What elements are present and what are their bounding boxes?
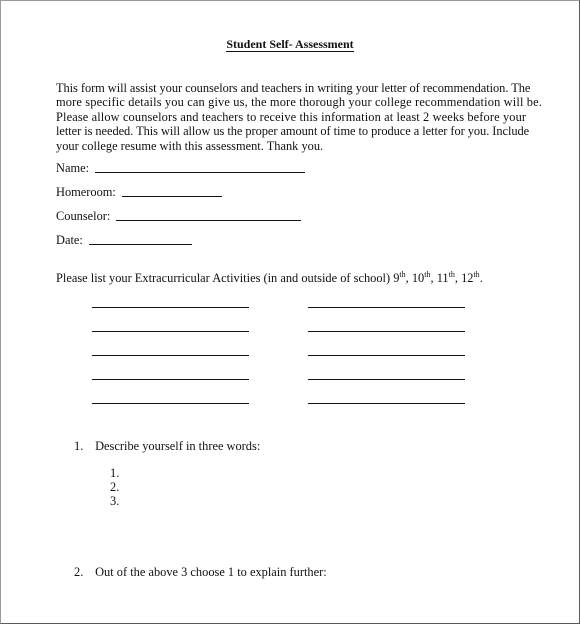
homeroom-label: Homeroom: <box>56 185 116 199</box>
name-blank[interactable] <box>95 171 305 173</box>
question-text: Out of the above 3 choose 1 to explain further: <box>95 565 327 579</box>
grade-10: 10 <box>411 271 425 286</box>
question-1 <box>74 439 260 454</box>
counselor-label: Counselor: <box>56 209 111 223</box>
grade-9: 9 <box>393 271 400 286</box>
grade-11-suffix: th <box>448 270 455 279</box>
date-field[interactable] <box>56 233 192 248</box>
grade-11: 11 <box>436 271 449 286</box>
question-text: Describe yourself in three words: <box>95 439 261 453</box>
intro-paragraph <box>56 81 543 153</box>
homeroom-field[interactable] <box>56 185 222 200</box>
grade-12: 12 <box>461 271 474 286</box>
activity-blank-left[interactable] <box>92 331 249 332</box>
date-blank[interactable] <box>89 243 192 245</box>
date-label: Date: <box>56 233 83 247</box>
counselor-field[interactable] <box>56 209 301 224</box>
grade-9-suffix: th <box>399 270 406 279</box>
intro-line: your college resume with this assessment. Thank you. <box>56 138 324 153</box>
activity-blank-right[interactable] <box>308 379 465 380</box>
activity-blank-left[interactable] <box>92 355 249 356</box>
answer-item-2: 2. <box>110 480 120 494</box>
activity-blank-right[interactable] <box>308 331 465 332</box>
name-label: Name: <box>56 161 90 175</box>
counselor-blank[interactable] <box>116 219 301 221</box>
activity-blank-right[interactable] <box>308 403 465 404</box>
separator: , <box>454 271 462 286</box>
question-2 <box>74 565 327 580</box>
question-number: 2. <box>74 565 84 579</box>
answer-item-3: 3. <box>110 494 120 508</box>
activities-prompt <box>56 270 483 286</box>
homeroom-blank[interactable] <box>122 195 222 197</box>
activity-blank-left[interactable] <box>92 307 249 308</box>
question-number: 1. <box>74 439 84 453</box>
intro-line: more specific details you can give us, the more thorough your college recommendation will be. <box>56 95 543 110</box>
activities-prefix: Please list your Extracurricular Activities (in and outside of school) <box>56 271 394 286</box>
intro-line: Please allow counselors and teachers to receive this information at least 2 weeks before your <box>56 109 527 124</box>
intro-line: This form will assist your counselors and teachers in writing your letter of recommendation. The <box>56 81 531 95</box>
intro-line: letter is needed. This will allow us the proper amount of time to produce a letter for you. Include <box>56 124 530 139</box>
activity-blank-right[interactable] <box>308 355 465 356</box>
activity-blank-right[interactable] <box>308 307 465 308</box>
grade-12-suffix: th <box>473 270 480 279</box>
separator: , <box>430 271 437 286</box>
grade-10-suffix: th <box>424 270 431 279</box>
activity-blank-left[interactable] <box>92 403 249 404</box>
answer-item-1: 1. <box>110 466 120 480</box>
name-field[interactable] <box>56 161 305 176</box>
document-title <box>0 37 580 52</box>
activities-end: . <box>479 271 483 286</box>
separator: , <box>405 271 412 286</box>
title-text: Student Self- Assessment <box>226 37 354 51</box>
activity-blank-left[interactable] <box>92 379 249 380</box>
